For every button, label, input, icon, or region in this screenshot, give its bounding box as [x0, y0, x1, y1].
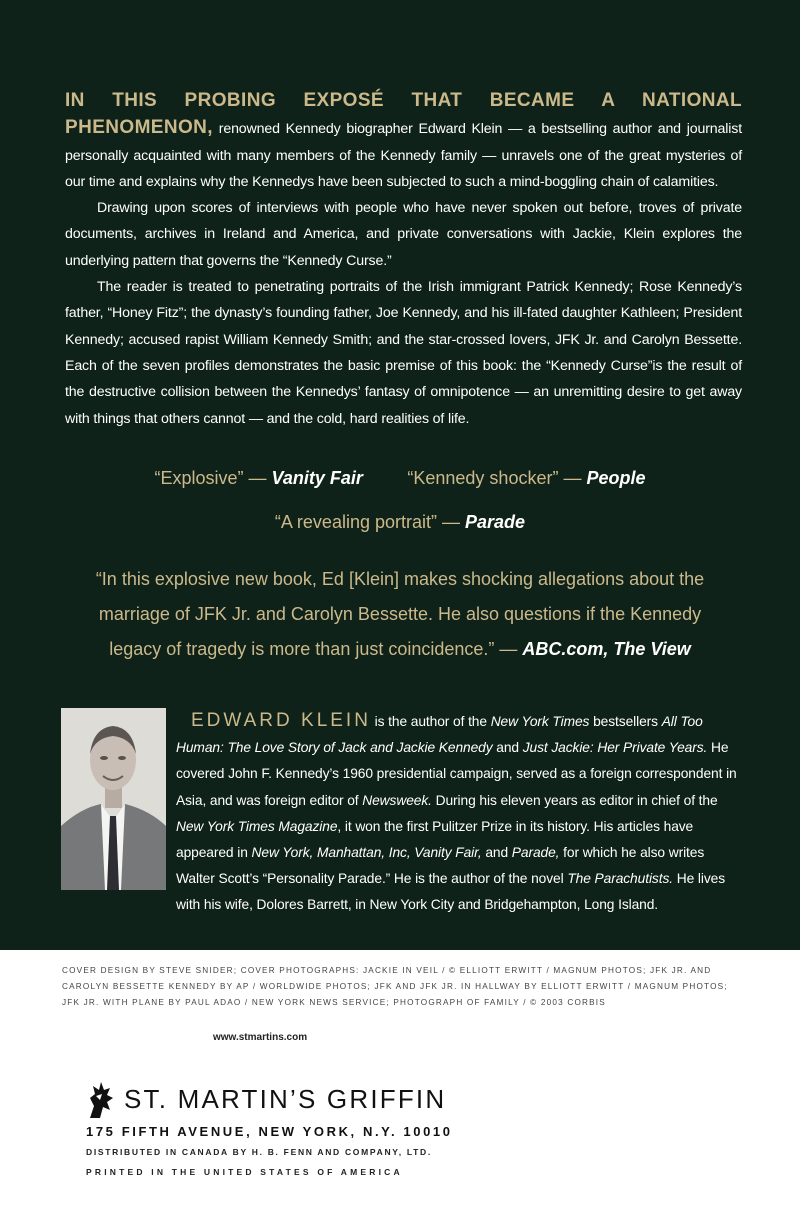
bio-text: is the author of the — [370, 714, 491, 729]
review-quote-people — [407, 468, 645, 489]
cover-credits: COVER DESIGN BY STEVE SNIDER; COVER PHOTOGRAPHS: JACKIE IN VEIL / © ELLIOTT ERWITT / MAGNUM PHOTOS; JFK JR. AND CAROLYN BESSETTE KENNEDY BY AP / WORLDWIDE PHOTOS; JFK AND JFK JR. IN HALLWAY BY ELLIOTT ERWITT / MAGNUM PHOTOS; JFK JR. WITH PLANE BY PAUL ADAO / NEW YORK NEWS SERVICE; PHOTOGRAPH OF FAMILY / © 2003 CORBIS — [62, 966, 728, 1007]
blurb-lead: IN THIS PROBING EXPOSÉ THAT BECAME A NATIONAL PHENOMENON, — [65, 90, 742, 139]
author-bio — [176, 708, 744, 919]
quote-text: “In this explosive new book, Ed [Klein] makes shocking allegations about the marriage of JFK Jr. and Carolyn Bessette. He also questions if the Kennedy legacy of tragedy is more than just coincidence.” — — [95, 569, 705, 659]
author-photo — [61, 708, 166, 890]
bio-text: and — [481, 845, 512, 861]
griffin-icon — [86, 1080, 116, 1120]
bio-text: He lives with his wife, Dolores Barrett, in New York City and Bridgehampton, Long Island. — [176, 871, 725, 913]
review-quote-vanity-fair — [155, 468, 363, 489]
review-quotes-row-1 — [0, 468, 800, 489]
bio-text: , it won the first Pulitzer Prize in its history. His articles have appeared in — [176, 818, 694, 861]
quote-source: Parade — [465, 512, 526, 532]
quote-source: Vanity Fair — [271, 468, 363, 488]
description-blurb — [65, 88, 742, 432]
quote-text: “Explosive” — — [154, 468, 267, 488]
bio-title: New York Times Magazine — [176, 818, 338, 834]
bio-title: Parade, — [511, 845, 560, 861]
bio-title: Just Jackie: Her Private Years. — [522, 740, 708, 756]
bio-title: New York, Manhattan, Inc, Vanity Fair, — [251, 845, 482, 861]
author-portrait-image — [61, 708, 166, 890]
bio-title: New York Times — [490, 714, 590, 729]
blurb-paragraph-3: The reader is treated to penetrating portraits of the Irish immigrant Patrick Kennedy; Rose Kennedy’s father, “Honey Fitz”; the dynasty’s founding father, Joe Kennedy, and his ill-fated daughter Kathleen; President Kennedy; accused rapist William Kennedy Smith; and the star-crossed lovers, JFK Jr. and Carolyn Bessette. Each of the seven profiles demonstrates the basic premise of this book: the “Kennedy Curse”is the result of the destructive collision between the Kennedys’ fantasy of omnipotence — an unremitting desire to get away with things that others cannot — and the cold, hard realities of life. — [65, 279, 742, 427]
bio-title: Newsweek. — [362, 792, 432, 808]
bio-text: bestsellers — [589, 714, 662, 729]
quote-text: “Kennedy shocker” — — [407, 468, 582, 488]
quote-text: “A revealing portrait” — — [274, 512, 460, 532]
publisher-name: ST. MARTIN’S GRIFFIN — [124, 1084, 447, 1114]
bio-title: All Too Human: The Love Story of Jack and Jackie Kennedy — [176, 714, 703, 756]
blurb-p1-text: renowned Kennedy biographer Edward Klein — a bestselling author and journalist personally acquainted with many members of the Kennedy family — unravels one of the great mysteries of our time and explains why the Kennedys have been subjected to such a mind-boggling chain of calamities. — [65, 121, 742, 190]
bio-text: He covered John F. Kennedy’s 1960 presidential campaign, served as a foreign correspondent in Asia, and was foreign editor of — [176, 740, 737, 808]
printed-note: PRINTED IN THE UNITED STATES OF AMERICA — [86, 1167, 403, 1177]
bio-text: and — [492, 740, 523, 756]
author-name: EDWARD KLEIN — [191, 710, 371, 731]
publisher-url: www.stmartins.com — [213, 1032, 308, 1043]
bio-text: for which he also writes Walter Scott’s “Personality Parade.” He is the author of the novel — [176, 845, 705, 887]
bio-title: The Parachutists. — [567, 871, 673, 887]
quote-source: ABC.com, The View — [522, 639, 691, 659]
blurb-paragraph-1 — [65, 88, 742, 195]
distribution-note: DISTRIBUTED IN CANADA BY H. B. FENN AND COMPANY, LTD. — [86, 1147, 432, 1157]
review-quote-parade — [275, 512, 525, 533]
quote-source: People — [586, 468, 646, 488]
bio-text: During his eleven years as editor in chief of the — [431, 792, 718, 808]
review-quote-abc — [90, 562, 710, 667]
review-quotes-row-2 — [0, 512, 800, 533]
publisher-address: 175 FIFTH AVENUE, NEW YORK, N.Y. 10010 — [86, 1124, 453, 1139]
blurb-paragraph-2: Drawing upon scores of interviews with people who have never spoken out before, troves of private documents, archives in Ireland and America, and private conversations with Jackie, Klein explores the underlying pattern that governs the “Kennedy Curse.” — [65, 200, 742, 269]
